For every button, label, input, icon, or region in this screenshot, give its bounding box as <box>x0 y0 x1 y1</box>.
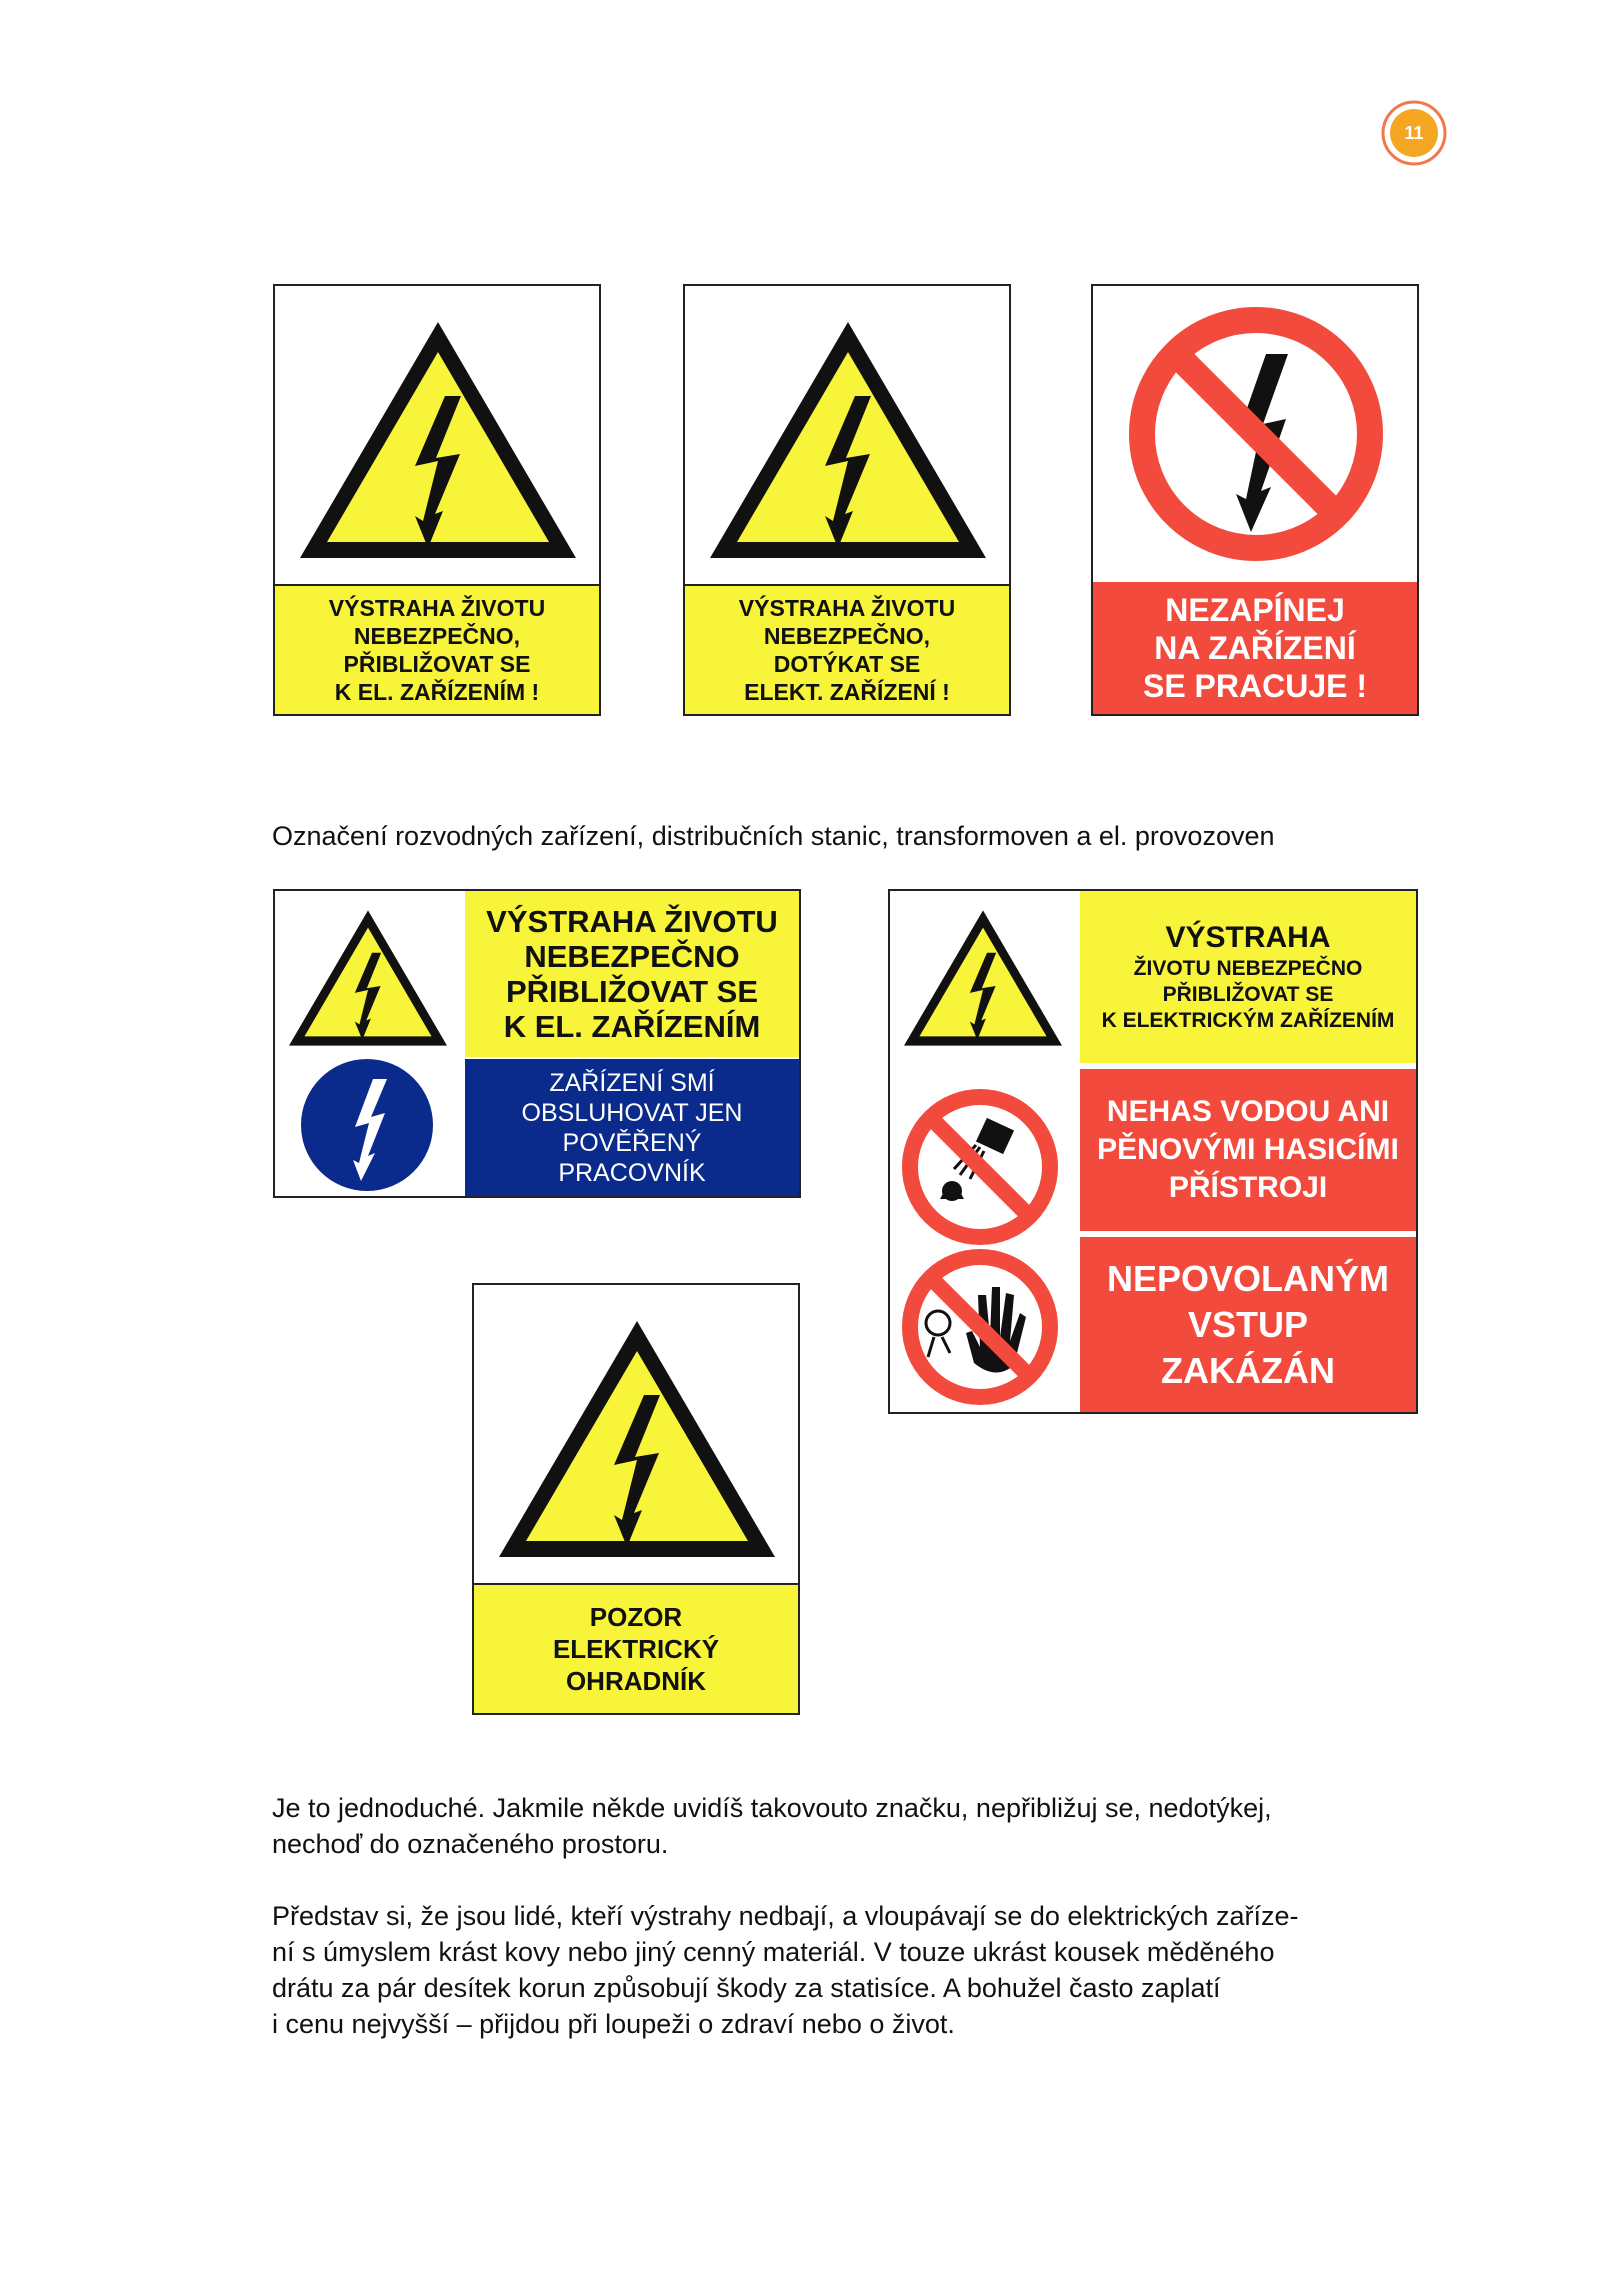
page-number-badge <box>1381 100 1447 166</box>
high-voltage-triangle-icon <box>285 907 451 1049</box>
high-voltage-triangle-icon <box>494 1315 780 1563</box>
sign-text-panel: POZOR ELEKTRICKÝ OHRADNÍK <box>474 1583 798 1713</box>
electric-fence-sign <box>472 1283 800 1715</box>
combo-sign-substation <box>888 889 1418 1414</box>
sign-text-panel-warning: VÝSTRAHA ŽIVOTU NEBEZPEČNO PŘIBLIŽOVAT SE K ELEKTRICKÝM ZAŘÍZENÍM <box>1080 891 1416 1063</box>
page-number: 11 <box>1404 123 1424 143</box>
high-voltage-triangle-icon <box>295 316 581 564</box>
high-voltage-triangle-icon <box>900 907 1066 1049</box>
sign-text-panel-warning: VÝSTRAHA ŽIVOTU NEBEZPEČNO PŘIBLIŽOVAT SE K EL. ZAŘÍZENÍM <box>465 891 799 1057</box>
sign-text-panel-no-water: NEHAS VODOU ANI PĚNOVÝMI HASICÍMI PŘÍSTROJI <box>1080 1069 1416 1231</box>
warning-sign-approach <box>273 284 601 716</box>
sign-text-panel: VÝSTRAHA ŽIVOTU NEBEZPEČNO, DOTÝKAT SE ELEKT. ZAŘÍZENÍ ! <box>685 584 1009 714</box>
no-water-extinguishing-icon <box>900 1087 1060 1247</box>
paragraph-simple: Je to jednoduché. Jakmile někde uvidíš takovouto značku, nepřibližuj se, nedotýkej, nechoď do označeného prostoru. <box>272 1793 1272 1859</box>
no-entry-hand-icon <box>900 1247 1060 1407</box>
sign-text-panel-authorized: ZAŘÍZENÍ SMÍ OBSLUHOVAT JEN POVĚŘENÝ PRACOVNÍK <box>465 1059 799 1196</box>
warning-sign-touch <box>683 284 1011 716</box>
high-voltage-triangle-icon <box>705 316 991 564</box>
prohibition-sign-switch-on <box>1091 284 1419 716</box>
sign-text-panel-no-entry: NEPOVOLANÝM VSTUP ZAKÁZÁN <box>1080 1237 1416 1412</box>
combo-sign-authorized-personnel <box>273 889 801 1198</box>
no-switching-icon <box>1126 304 1386 564</box>
sign-text-panel: VÝSTRAHA ŽIVOTU NEBEZPEČNO, PŘIBLIŽOVAT SE K EL. ZAŘÍZENÍM ! <box>275 584 599 714</box>
signs-caption: Označení rozvodných zařízení, distribučních stanic, transformoven a el. provozoven <box>272 821 1275 851</box>
blue-lightning-icon <box>299 1057 435 1193</box>
paragraph-theft: Představ si, že jsou lidé, kteří výstrahy nedbají, a vloupávají se do elektrických zaříze- ní s úmyslem krást kovy nebo jiný cenný materiál. V touze ukrást kousek měděného drátu za pár desítek korun způsobují škody za statisíce. A bohužel často zaplatí i cenu nejvyšší – přijdou při loupeži o zdraví nebo o život. <box>272 1901 1299 2039</box>
sign-text-panel: NEZAPÍNEJ NA ZAŘÍZENÍ SE PRACUJE ! <box>1093 582 1417 714</box>
